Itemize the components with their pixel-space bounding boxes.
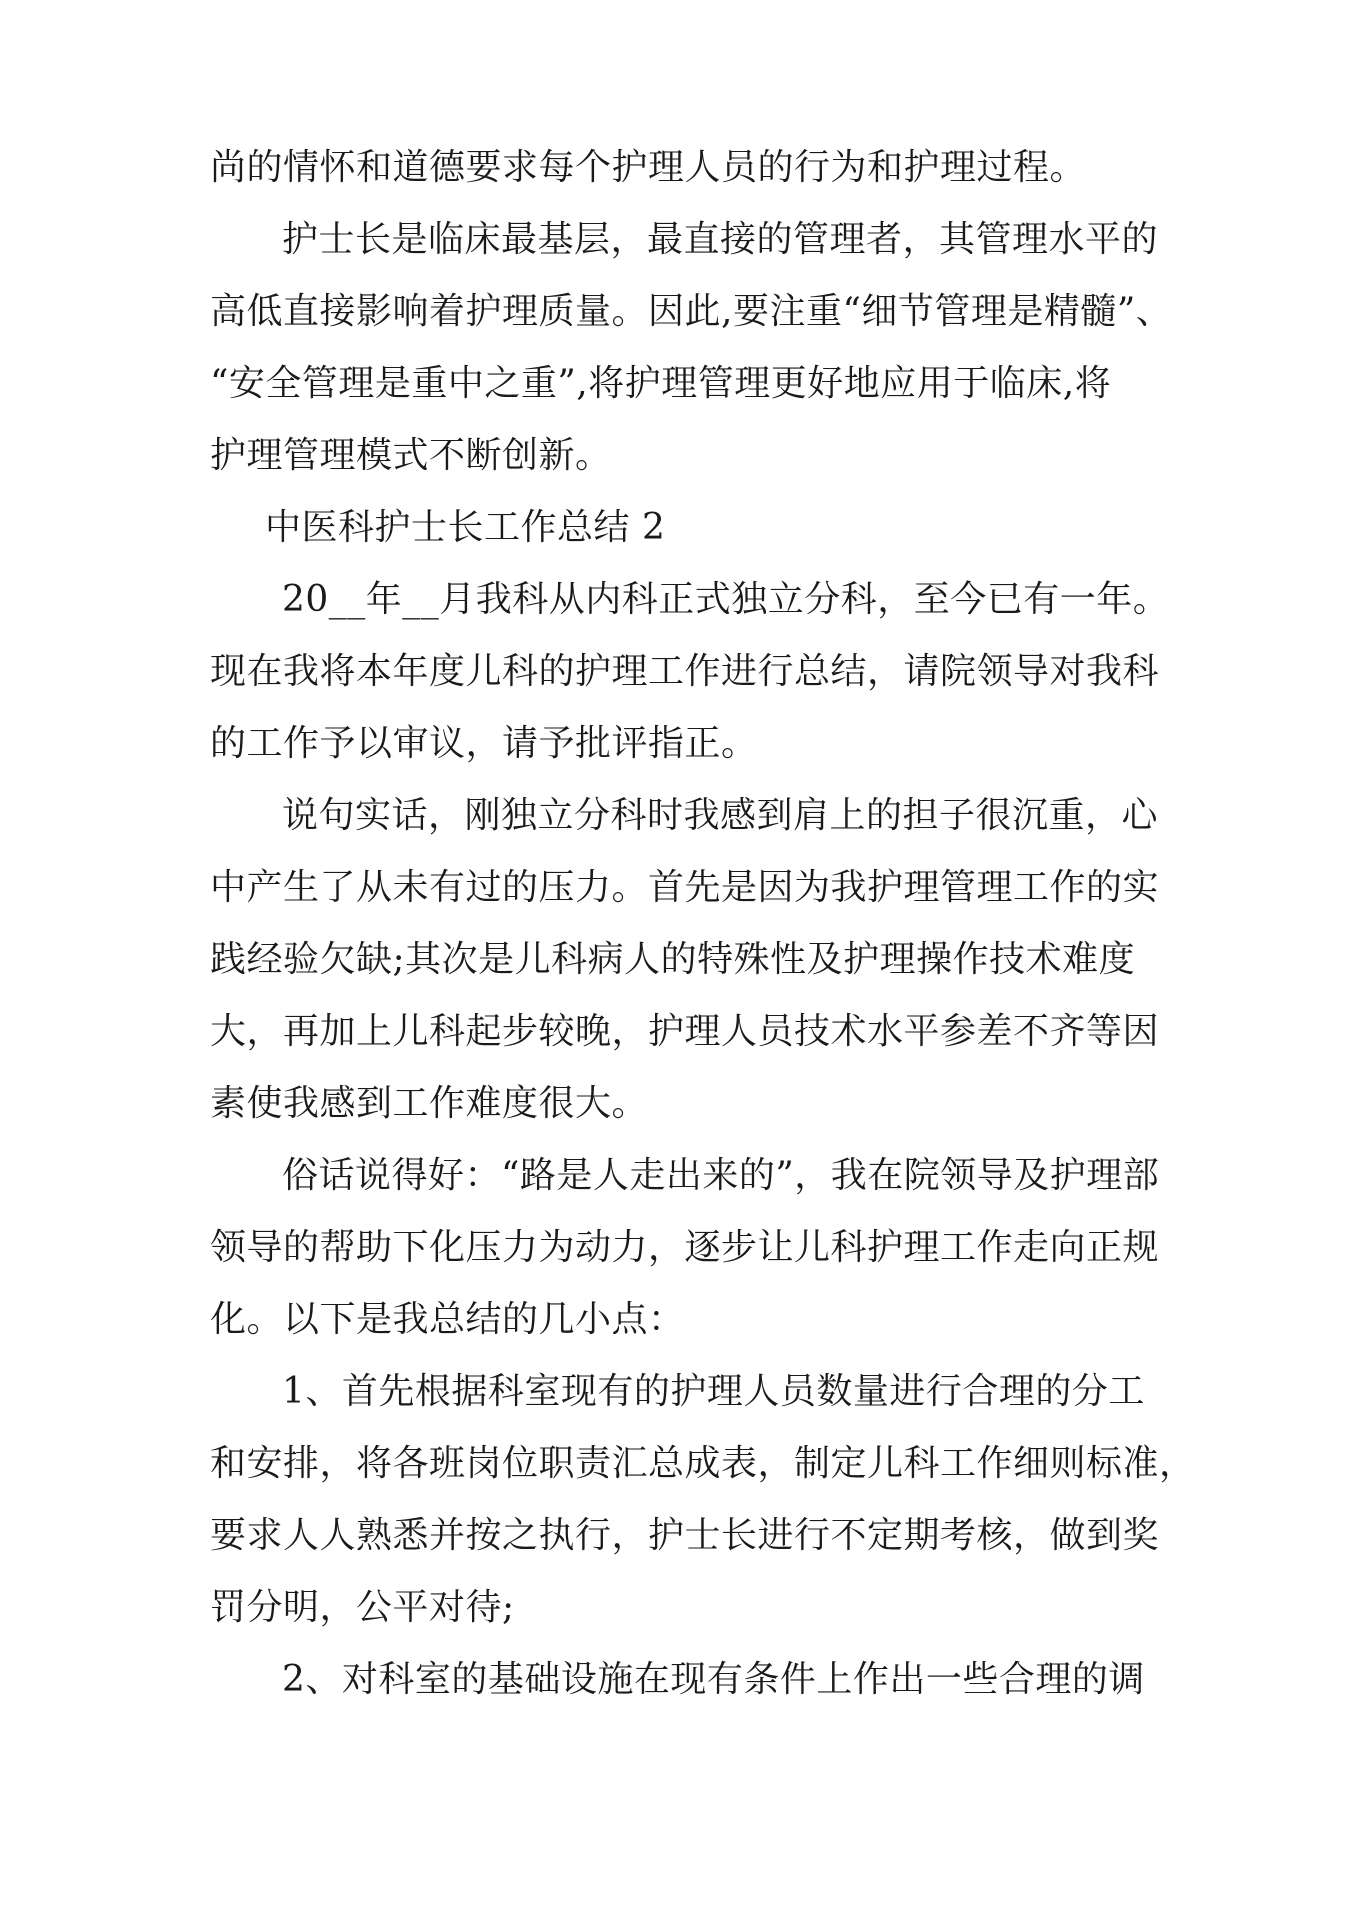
paragraph-line: 高低直接影响着护理质量。因此,要注重“细节管理是精髓”、	[210, 291, 1173, 332]
paragraph-line: 化。以下是我总结的几小点：	[210, 1299, 685, 1340]
paragraph-line: 俗话说得好：“路是人走出来的”，我在院领导及护理部	[282, 1155, 1160, 1196]
paragraph-line: 和安排，将各班岗位职责汇总成表，制定儿科工作细则标准，	[210, 1443, 1196, 1484]
paragraph-line: 罚分明，公平对待;	[210, 1587, 515, 1628]
paragraph-line: 护士长是临床最基层，最直接的管理者，其管理水平的	[282, 219, 1159, 260]
paragraph-line: “安全管理是重中之重”,将护理管理更好地应用于临床,将	[210, 363, 1112, 404]
paragraph-line: 说句实话，刚独立分科时我感到肩上的担子很沉重，心	[282, 795, 1159, 836]
paragraph-line: 大，再加上儿科起步较晚，护理人员技术水平参差不齐等因	[210, 1011, 1160, 1052]
paragraph-line: 领导的帮助下化压力为动力，逐步让儿科护理工作走向正规	[210, 1227, 1160, 1268]
paragraph-line: 1、首先根据科室现有的护理人员数量进行合理的分工	[282, 1371, 1145, 1412]
section-heading: 中医科护士长工作总结 2	[265, 507, 666, 548]
paragraph-line: 护理管理模式不断创新。	[210, 435, 612, 476]
paragraph-line: 素使我感到工作难度很大。	[210, 1083, 649, 1124]
paragraph-line: 的工作予以审议，请予批评指正。	[210, 723, 758, 764]
paragraph-line: 现在我将本年度儿科的护理工作进行总结，请院领导对我科	[210, 651, 1160, 692]
paragraph-line: 践经验欠缺;其次是儿科病人的特殊性及护理操作技术难度	[210, 939, 1136, 980]
paragraph-line: 2、对科室的基础设施在现有条件上作出一些合理的调	[282, 1659, 1145, 1700]
paragraph-line: 20__年__月我科从内科正式独立分科，至今已有一年。	[282, 579, 1170, 620]
paragraph-line: 尚的情怀和道德要求每个护理人员的行为和护理过程。	[210, 147, 1087, 188]
paragraph-line: 要求人人熟悉并按之执行，护士长进行不定期考核，做到奖	[210, 1515, 1160, 1556]
paragraph-line: 中产生了从未有过的压力。首先是因为我护理管理工作的实	[210, 867, 1160, 908]
